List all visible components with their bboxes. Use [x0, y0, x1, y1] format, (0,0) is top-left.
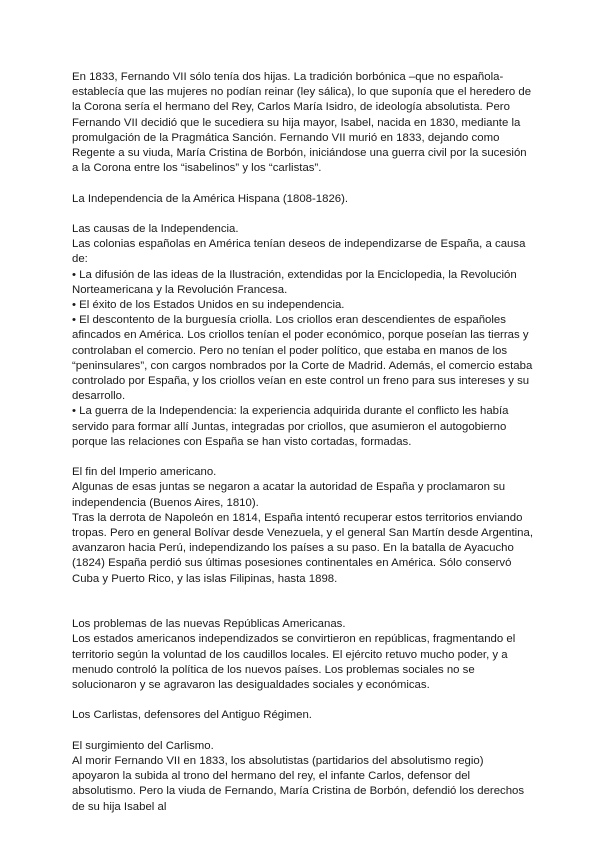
paragraph-causes-intro: Las colonias españolas en América tenían deseos de independizarse de España, a causa de: [72, 238, 526, 266]
subheading-carlism: El surgimiento del Carlismo. [72, 739, 214, 752]
bullet-creole-bourgeoisie: • El descontento de la burguesía criolla. Los criollos eran descendientes de españoles afincados en América. Los criollos tenían el poder económico, porque poseían las tierras y controlaban el comercio. Pero no tenían el poder político, que estaba en manos de los “peninsulares”, con cargos nombrados por la Corte de Madrid. Además, el comercio estaba controlado por España, y los criollos veían en este control un freno para sus intereses y su desarrollo. [72, 314, 533, 403]
paragraph-juntas: Algunas de esas juntas se negaron a acatar la autoridad de España y proclamaron su independencia (Buenos Aires, 1810). [72, 481, 506, 509]
paragraph-napoleon: Tras la derrota de Napoleón en 1814, España intentó recuperar estos territorios enviando tropas. Pero en general Bolívar desde Venezuela, y el general San Martín desde Argentina, avanzaron hacia Perú, independizando los países a su paso. En la batalla de Ayacucho (1824) España perdió sus últimas posesiones continentales en América. Sólo conservó Cuba y Puerto Rico, y las islas Filipinas, hasta 1898. [72, 511, 533, 585]
paragraph-carlism: Al morir Fernando VII en 1833, los absolutistas (partidarios del absolutismo regio) apoyaron la subida al trono del hermano del rey, el infante Carlos, defensor del absolutismo. Pero la viuda de Fernando, María Cristina de Borbón, defendió los derechos de su hija Isabel al [72, 755, 525, 813]
subheading-causes: Las causas de la Independencia. [72, 223, 239, 235]
document-page [72, 70, 534, 815]
bullet-united-states: • El éxito de los Estados Unidos en su independencia. [72, 299, 345, 312]
subheading-republic-problems: Los problemas de las nuevas Repúblicas Americanas. [72, 618, 346, 631]
heading-carlists: Los Carlistas, defensores del Antiguo Régimen. [72, 709, 312, 722]
bullet-enlightenment: • La difusión de las ideas de la Ilustración, extendidas por la Enciclopedia, la Revolución Norteamericana y la Revolución Francesa. [72, 268, 517, 296]
heading-independence: La Independencia de la América Hispana (1808-1826). [72, 192, 349, 205]
subheading-end-of-empire: El fin del Imperio americano. [72, 466, 217, 479]
paragraph-succession: En 1833, Fernando VII sólo tenía dos hijas. La tradición borbónica –que no española- establecía que las mujeres no podían reinar (ley sálica), lo que suponía que el heredero de la Corona sería el hermano del Rey, Carlos María Isidro, de ideología absolutista. Pero Fernando VII decidió que le sucediera su hija mayor, Isabel, nacida en 1830, mediante la promulgación de la Pragmática Sanción. Fernando VII murió en 1833, dejando como Regente a su viuda, María Cristina de Borbón, iniciándose una guerra civil por la sucesión a la Corona entre los “isabelinos” y los “carlistas”. [72, 71, 532, 175]
paragraph-republic-problems: Los estados americanos independizados se convirtieron en repúblicas, fragmentando el territorio según la voluntad de los caudillos locales. El ejército retuvo mucho poder, y a menudo controló la política de los nuevos países. Los problemas sociales no se solucionaron y se agravaron las desigualdades sociales y económicas. [72, 633, 516, 692]
bullet-war-of-independence: • La guerra de la Independencia: la experiencia adquirida durante el conflicto les había servido para formar allí Juntas, integradas por criollos, que asumieron el autogobierno porque las relaciones con España se han visto cortadas, formadas. [72, 405, 509, 448]
